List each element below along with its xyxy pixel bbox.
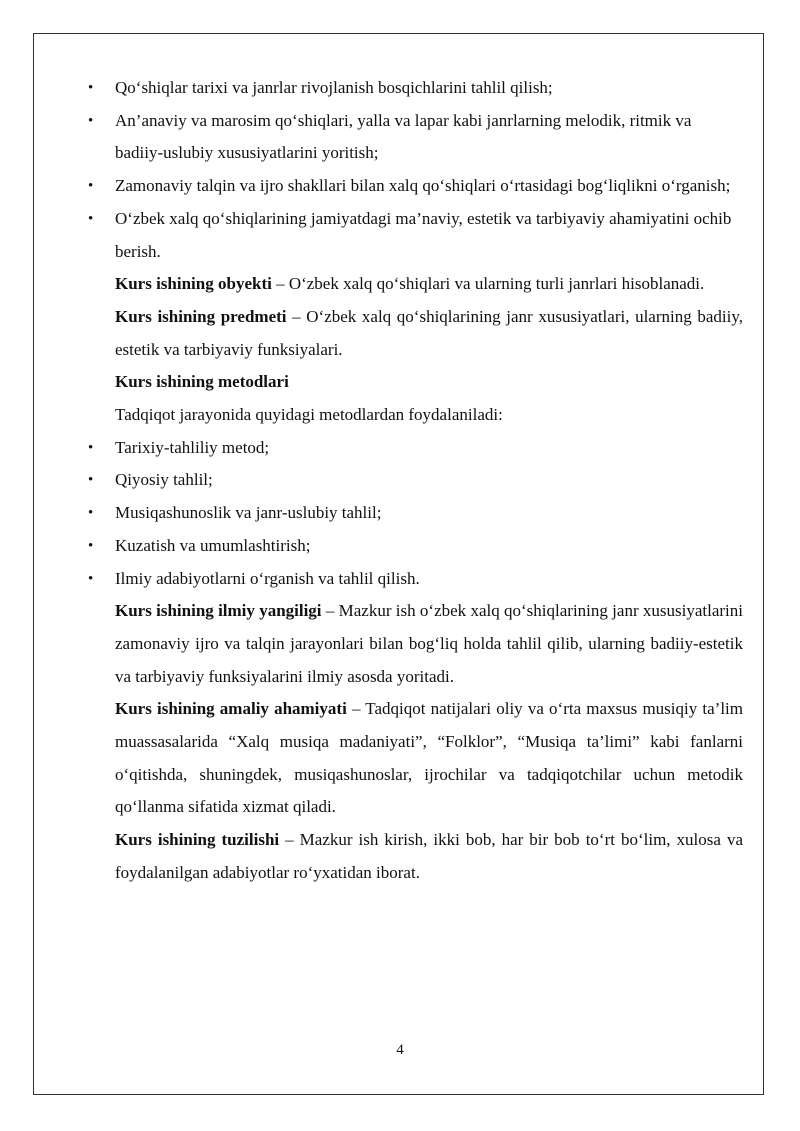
methods-intro: Tadqiqot jarayonida quyidagi metodlardan foydalaniladi:	[115, 405, 503, 425]
object-heading: Kurs ishining obyekti	[115, 274, 272, 294]
subject-paragraph	[88, 301, 743, 366]
practical-heading: Kurs ishining amaliy ahamiyati	[115, 699, 347, 719]
methods-heading-paragraph	[88, 366, 743, 399]
objective-item: • An’anaviy va marosim qo‘shiqlari, yalla va lapar kabi janrlarning melodik, ritmik va badiiy-uslubiy xususiyatlarini yoritish;	[88, 105, 743, 170]
practical-paragraph	[88, 693, 743, 824]
structure-text: – Mazkur ish kirish, ikki bob, har bir bob to‘rt bo‘lim, xulosa va foydalanilgan adabiyotlar ro‘yxatidan iborat.	[115, 830, 743, 882]
methods-heading: Kurs ishining metodlari	[115, 372, 289, 392]
methods-list	[88, 432, 743, 596]
novelty-text: – Mazkur ish o‘zbek xalq qo‘shiqlarining janr xususiyatlarini zamonaviy ijro va talqin jarayonlari bilan bog‘liq holda tahlil qilib, ularning badiiy-estetik va tarbiyaviy funksiyalarini ilmiy asosda yoritadi.	[115, 601, 743, 686]
objective-item: • O‘zbek xalq qo‘shiqlarining jamiyatdagi ma’naviy, estetik va tarbiyaviy ahamiyatini ochib berish.	[88, 203, 743, 268]
novelty-heading: Kurs ishining ilmiy yangiligi	[115, 601, 322, 621]
structure-heading: Kurs ishining tuzilishi	[115, 830, 280, 850]
method-item: • Kuzatish va umumlashtirish;	[88, 530, 743, 563]
method-item: • Qiyosiy tahlil;	[88, 464, 743, 497]
method-item: • Musiqashunoslik va janr-uslubiy tahlil;	[88, 497, 743, 530]
method-item: • Tarixiy-tahliliy metod;	[88, 432, 743, 465]
object-paragraph	[88, 268, 743, 301]
subject-heading: Kurs ishining predmeti	[115, 306, 287, 326]
structure-paragraph	[88, 824, 743, 889]
page-number: 4	[396, 1042, 404, 1058]
document-body	[88, 72, 743, 890]
practical-text: – Tadqiqot natijalari oliy va o‘rta maxsus musiqiy ta’lim muassasalarida “Xalq musiqa madaniyati”, “Folklor”, “Musiqa ta’limi” kabi fanlarni o‘qitishda, shuningdek, musiqashunoslar, ijrochilar va tadqiqotchilar uchun metodik qo‘llanma sifatida xizmat qiladi.	[115, 699, 743, 817]
objective-item: • Zamonaviy talqin va ijro shakllari bilan xalq qo‘shiqlari o‘rtasidagi bog‘liqlikni o‘rganish;	[88, 170, 743, 203]
novelty-paragraph	[88, 595, 743, 693]
objective-item: • Qo‘shiqlar tarixi va janrlar rivojlanish bosqichlarini tahlil qilish;	[88, 72, 743, 105]
objectives-list	[88, 72, 743, 268]
subject-text: – O‘zbek xalq qo‘shiqlarining janr xususiyatlari, ularning badiiy, estetik va tarbiyaviy funksiyalari.	[115, 306, 743, 359]
object-text: – O‘zbek xalq qo‘shiqlari va ularning turli janrlari hisoblanadi.	[271, 274, 705, 294]
method-item: • Ilmiy adabiyotlarni o‘rganish va tahlil qilish.	[88, 563, 743, 596]
